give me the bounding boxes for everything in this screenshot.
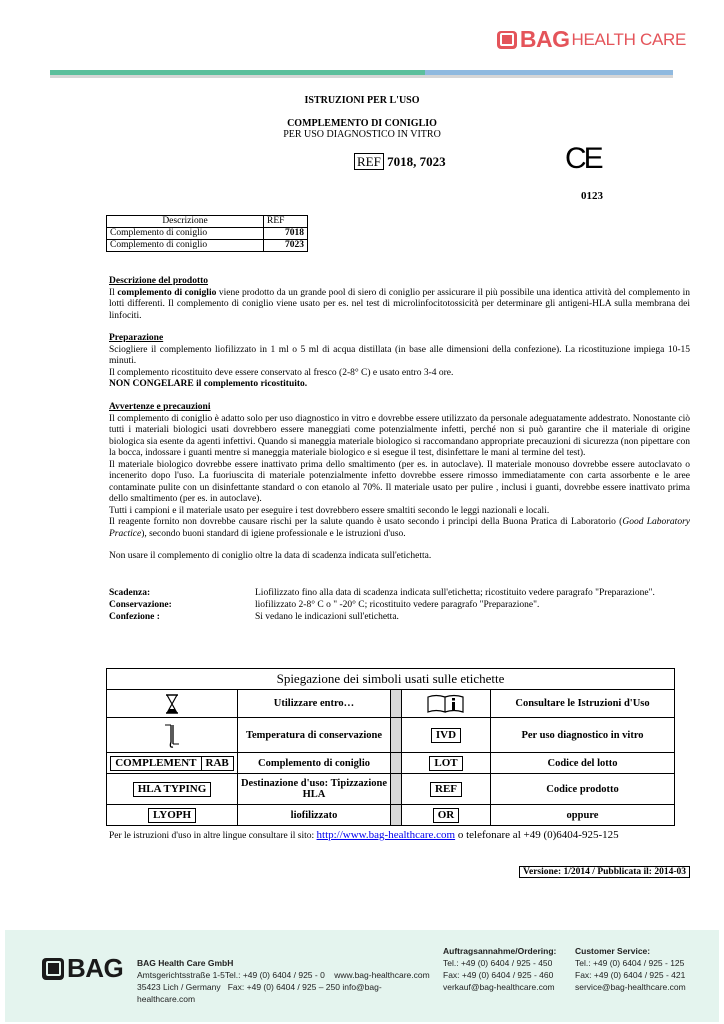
symbol-meaning: Per uso diagnostico in vitro [521,729,644,741]
symbols-table [106,668,675,826]
hourglass-icon [107,690,238,717]
column-divider [390,718,402,752]
table-header-row [107,216,308,228]
book-info-icon [402,690,491,717]
company-address-line: Amtsgerichtsstraße 1-5Tel.: +49 (0) 6404 / 925 - 0 www.bag-healthcare.com [137,970,430,980]
version-badge: Versione: 1/2014 / Pubblicata il: 2014-03 [519,866,690,878]
storage-info [109,587,690,623]
ref-symbol: REF [354,153,384,170]
storage-row [109,599,690,611]
storage-value: Liofilizzato fino alla data di scadenza indicata sull'etichetta; ricostituito vedere paragrafo "Preparazione". [255,588,655,598]
service-title: Customer Service: [575,946,651,956]
ref-numbers: 7018, 7023 [387,154,446,169]
ordering-tel: Tel.: +49 (0) 6404 / 925 - 450 [443,958,553,968]
hla-symbol-cell [107,774,238,804]
warnings-text: Il reagente fornito non dovrebbe causare rischi per la salute quando è usato secondo i principi della Buona Pratica di Laboratorio (Good Laboratory Practice), secondo buoni standard di igiene professionale e le istruzioni d'uso. [109,517,690,539]
symbols-row [107,774,674,805]
ce-mark-icon: CE [565,142,601,175]
service-email: service@bag-healthcare.com [575,982,686,992]
symbol-meaning: Destinazione d'uso: Tipizzazione HLA [240,778,388,800]
lot-symbol-cell [402,753,491,773]
ref-symbol-cell [402,774,491,804]
ordering-title: Auftragsannahme/Ordering: [443,946,557,956]
header-bar-grey [50,75,673,78]
thermometer-icon [107,718,238,752]
complement-rab-symbol: COMPLEMENT RAB [110,756,234,771]
symbols-table-title: Spiegazione dei simboli usati sulle etichette [107,669,674,690]
ordering-fax: Fax: +49 (0) 6404 / 925 - 460 [443,970,554,980]
symbol-meaning: oppure [566,809,599,821]
ivd-symbol: IVD [431,728,461,743]
column-divider [390,753,402,773]
table-cell: 7018 [264,228,308,240]
symbol-meaning: Consultare le Istruzioni d'Uso [515,698,650,709]
section-heading: Descrizione del prodotto [109,276,209,286]
footer-ordering-info [443,945,573,993]
expiry-note: Non usare il complemento di coniglio oltre la data di scadenza indicata sull'etichetta. [109,551,432,561]
section-heading: Avvertenze e precauzioni [109,402,211,412]
logo-bag-text: BAG [519,26,570,52]
footer-service-info [575,945,715,993]
table-cell: 7023 [264,240,308,252]
service-fax: Fax: +49 (0) 6404 / 925 - 421 [575,970,686,980]
symbol-meaning: Codice prodotto [546,783,619,795]
column-divider [390,774,402,804]
website-link[interactable]: http://www.bag-healthcare.com [316,829,456,841]
footer-logo-text: BAG [67,953,124,983]
symbol-meaning: Complemento di coniglio [258,757,370,769]
warnings-text: Il complemento di coniglio è adatto solo per uso diagnostico in vitro e dovrebbe essere utilizzato da personale adeguatamente addestrato. Nonostante ciò tutti i materiali biologici usati dovrebbero essere maneggiati come potenzialmente infetti, perché non si può garantire che il materiale di origine biologica sia esente da agenti infettivi. Quando si maneggia materiale biologico si raccomandano appropriate precauzioni di sicurezza (non pipettare con la bocca, indossare i guanti mentre si maneggia materiale biologico e si esegue il test, disinfettare le mani al termine del test). [109,413,690,458]
table-row [107,228,308,240]
symbol-meaning: Utilizzare entro… [273,698,355,709]
warnings-section [109,402,690,563]
table-row [107,240,308,252]
lyoph-symbol-cell [107,805,238,825]
description-text: Il complemento di coniglio viene prodotto da un grande pool di siero di coniglio per assicurare il più possibile una identica attività del complemento in lotti differenti. Il complemento di coniglio viene usato per es. nel test di microlinfocitotossicità per determinare gli antigeni-HLA sulla membrana dei linfociti. [109,287,690,321]
product-subtitle: PER USO DIAGNOSTICO IN VITRO [283,129,441,140]
other-languages-line [109,829,619,841]
storage-label: Scadenza: [109,588,151,598]
service-tel: Tel.: +49 (0) 6404 / 925 - 125 [575,958,685,968]
preparation-text: Il complemento ricostituito deve essere conservato al fresco (2-8° C) e usato entro 3-4 ore. [109,367,454,378]
symbol-meaning: Codice del lotto [547,757,618,769]
column-divider [390,690,402,717]
footer-logo [42,953,123,984]
symbols-row [107,805,674,825]
hla-typing-symbol: HLA TYPING [133,782,212,797]
storage-label: Conservazione: [109,600,172,610]
or-symbol: OR [433,808,460,823]
preparation-text: Sciogliere il complemento liofilizzato in 1 ml o 5 ml di acqua distillata (in base alle dimensioni della confezione). La ricostituzione impiega 10-15 minuti. [109,344,690,366]
table-cell: Complemento di coniglio [107,240,264,252]
lot-symbol: LOT [429,756,462,771]
symbols-row [107,718,674,753]
symbol-meaning: Temperatura di conservazione [245,729,383,741]
section-heading: Preparazione [109,333,164,343]
warnings-text: Il materiale biologico dovrebbe essere inattivato prima dello smaltimento (per es. in autoclave). Il materiale monouso dovrebbe essere autoclavato o incenerito dopo l'uso. La fuoriuscita di materiale potenzialmente infetto dovrebbe essere rimosso immediatamente con carta assorbente e le aree contaminate pulite con un disinfettante standard o con etanolo al 70%. Il materiale usato per pulire , inclusi i guanti, dovrebbe essere inattivato prima dello smaltimento (per es. in autoclave). [109,459,690,504]
or-symbol-cell [402,805,491,825]
ref-symbol: REF [430,782,462,797]
storage-value: liofilizzato 2-8° C o " -20° C; ricostituito vedere paragrafo "Preparazione". [255,600,540,610]
ce-number: 0123 [581,190,603,202]
company-address-line: 35423 Lich / Germany Fax: +49 (0) 6404 / 925 – 250 info@bag-healthcare.com [137,982,382,1004]
company-name: BAG Health Care GmbH [137,958,234,968]
complement-symbol-cell [107,753,238,773]
phone-text: o telefonare al +49 (0)6404-925-125 [455,829,619,841]
symbols-row [107,690,674,718]
logo-healthcare-text: HEALTH CARE [571,29,686,49]
doc-type-title: ISTRUZIONI PER L'USO [304,95,420,106]
footer-company-info [137,957,437,1005]
product-title: COMPLEMENTO DI CONIGLIO [287,118,437,129]
no-freeze-warning: NON CONGELARE il complemento ricostituito. [109,379,308,389]
storage-label: Confezione : [109,612,160,622]
lyoph-symbol: LYOPH [148,808,196,823]
ref-line [354,154,446,170]
footer-logo-square-icon [42,958,64,980]
ivd-symbol-cell [402,718,491,752]
product-table [106,215,308,252]
column-divider [390,805,402,825]
other-languages-text: Per le istruzioni d'uso in altre lingue consultare il sito: [109,831,317,841]
description-section [109,276,690,322]
symbol-meaning: liofilizzato [290,809,338,821]
storage-row [109,587,690,599]
logo-square-icon [497,31,517,49]
storage-row [109,611,690,623]
table-header-cell: Descrizione [107,216,264,228]
table-header-cell: REF [264,216,308,228]
table-cell: Complemento di coniglio [107,228,264,240]
symbols-row [107,753,674,774]
warnings-text: Tutti i campioni e il materiale usato per eseguire i test dovrebbero essere smaltiti secondo le leggi nazionali e locali. [109,505,550,516]
storage-value: Si vedano le indicazioni sull'etichetta. [255,612,399,622]
ordering-email: verkauf@bag-healthcare.com [443,982,555,992]
preparation-section [109,333,690,391]
brand-logo [497,26,686,53]
